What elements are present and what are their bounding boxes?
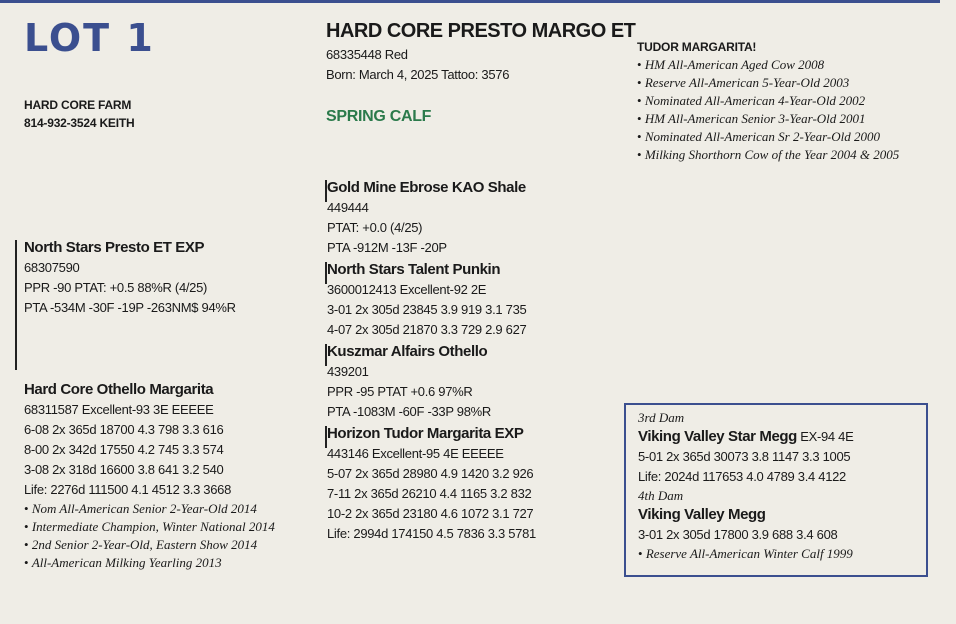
sire-dam-line: 4-07 2x 305d 21870 3.3 729 2.9 627 bbox=[327, 322, 527, 337]
sire-block bbox=[24, 238, 236, 318]
dam-record: Life: 2276d 111500 4.1 4512 3.3 3668 bbox=[24, 482, 232, 497]
sire-proof: PPR -90 PTAT: +0.5 88%R (4/25) bbox=[24, 280, 208, 295]
dam-block bbox=[24, 380, 275, 572]
dam-sire-block bbox=[327, 342, 491, 422]
third-dam-line: 5-01 2x 365d 30073 3.8 1147 3.3 1005 bbox=[638, 449, 851, 464]
sire-bracket-line bbox=[15, 240, 17, 370]
fourth-dam-line: 3-01 2x 305d 17800 3.9 688 3.4 608 bbox=[638, 527, 838, 542]
dam-dam-line: 5-07 2x 365d 28980 4.9 1420 3.2 926 bbox=[327, 466, 534, 481]
dam-sire-line: PPR -95 PTAT +0.6 97%R bbox=[327, 384, 473, 399]
sire-sire-line: 449444 bbox=[327, 200, 369, 215]
dam-honor: • Intermediate Champion, Winter National 2014 bbox=[24, 518, 275, 536]
sire-reg: 68307590 bbox=[24, 260, 80, 275]
tudor-honors bbox=[637, 38, 899, 164]
lot-number: LOT 1 bbox=[24, 16, 155, 60]
sire-sire-block bbox=[327, 178, 526, 258]
dam-dam-line: 7-11 2x 365d 26210 4.4 1165 3.2 832 bbox=[327, 486, 532, 501]
fourth-dam-label: 4th Dam bbox=[638, 488, 684, 503]
animal-name: HARD CORE PRESTO MARGO ET bbox=[326, 20, 636, 42]
top-rule bbox=[0, 0, 940, 3]
ancestor-box-content bbox=[638, 409, 853, 563]
dam-dam-line: 443146 Excellent-95 4E EEEEE bbox=[327, 446, 504, 461]
dam-sire-line: PTA -1083M -60F -33P 98%R bbox=[327, 404, 491, 419]
sire-sire-name: Gold Mine Ebrose KAO Shale bbox=[327, 179, 526, 196]
dam-sire-line: 439201 bbox=[327, 364, 369, 379]
dam-honor: • 2nd Senior 2-Year-Old, Eastern Show 2014 bbox=[24, 536, 275, 554]
third-dam-line: Life: 2024d 117653 4.0 4789 3.4 4122 bbox=[638, 469, 846, 484]
tudor-honor: • Milking Shorthorn Cow of the Year 2004 & 2005 bbox=[637, 146, 899, 164]
animal-class: SPRING CALF bbox=[326, 108, 432, 125]
dam-dam-line: Life: 2994d 174150 4.5 7836 3.3 5781 bbox=[327, 526, 536, 541]
sire-dam-name: North Stars Talent Punkin bbox=[327, 261, 501, 278]
consignor bbox=[24, 96, 134, 132]
dam-dam-block bbox=[327, 424, 536, 544]
dam-honor: • Nom All-American Senior 2-Year-Old 2014 bbox=[24, 500, 275, 518]
fourth-dam-honor: • Reserve All-American Winter Calf 1999 bbox=[638, 545, 853, 563]
dam-name: Hard Core Othello Margarita bbox=[24, 381, 214, 398]
sire-sire-line: PTA -912M -13F -20P bbox=[327, 240, 447, 255]
third-dam-name: Viking Valley Star Megg bbox=[638, 428, 797, 445]
ancestor-box bbox=[624, 403, 928, 577]
tudor-honor: • HM All-American Senior 3-Year-Old 2001 bbox=[637, 110, 899, 128]
tudor-honor: • Nominated All-American 4-Year-Old 2002 bbox=[637, 92, 899, 110]
third-dam-title bbox=[638, 427, 853, 447]
fourth-dam-name: Viking Valley Megg bbox=[638, 506, 766, 523]
sire-dam-block bbox=[327, 260, 526, 340]
farm-phone: 814-932-3524 KEITH bbox=[24, 116, 135, 130]
tudor-honor: • HM All-American Aged Cow 2008 bbox=[637, 56, 899, 74]
dam-reg: 68311587 Excellent-93 3E EEEEE bbox=[24, 402, 214, 417]
sire-pta: PTA -534M -30F -19P -263NM$ 94%R bbox=[24, 300, 236, 315]
animal-reg: 68335448 Red bbox=[326, 47, 408, 62]
third-dam-class: EX-94 4E bbox=[796, 429, 854, 444]
tudor-title: TUDOR MARGARITA! bbox=[637, 40, 757, 54]
sire-name: North Stars Presto ET EXP bbox=[24, 239, 205, 256]
dam-record: 6-08 2x 365d 18700 4.3 798 3.3 616 bbox=[24, 422, 224, 437]
dam-dam-name: Horizon Tudor Margarita EXP bbox=[327, 425, 524, 442]
dam-honor: • All-American Milking Yearling 2013 bbox=[24, 554, 275, 572]
dam-record: 8-00 2x 342d 17550 4.2 745 3.3 574 bbox=[24, 442, 224, 457]
sire-sire-line: PTAT: +0.0 (4/25) bbox=[327, 220, 423, 235]
dam-record: 3-08 2x 318d 16600 3.8 641 3.2 540 bbox=[24, 462, 224, 477]
third-dam-label: 3rd Dam bbox=[638, 410, 685, 425]
tudor-honor: • Reserve All-American 5-Year-Old 2003 bbox=[637, 74, 899, 92]
dam-sire-name: Kuszmar Alfairs Othello bbox=[327, 343, 488, 360]
farm-name: HARD CORE FARM bbox=[24, 98, 132, 112]
animal-born: Born: March 4, 2025 Tattoo: 3576 bbox=[326, 67, 510, 82]
sire-dam-line: 3600012413 Excellent-92 2E bbox=[327, 282, 487, 297]
sire-dam-line: 3-01 2x 305d 23845 3.9 919 3.1 735 bbox=[327, 302, 527, 317]
dam-dam-line: 10-2 2x 365d 23180 4.6 1072 3.1 727 bbox=[327, 506, 534, 521]
tudor-honor: • Nominated All-American Sr 2-Year-Old 2000 bbox=[637, 128, 899, 146]
animal-info bbox=[326, 45, 509, 85]
